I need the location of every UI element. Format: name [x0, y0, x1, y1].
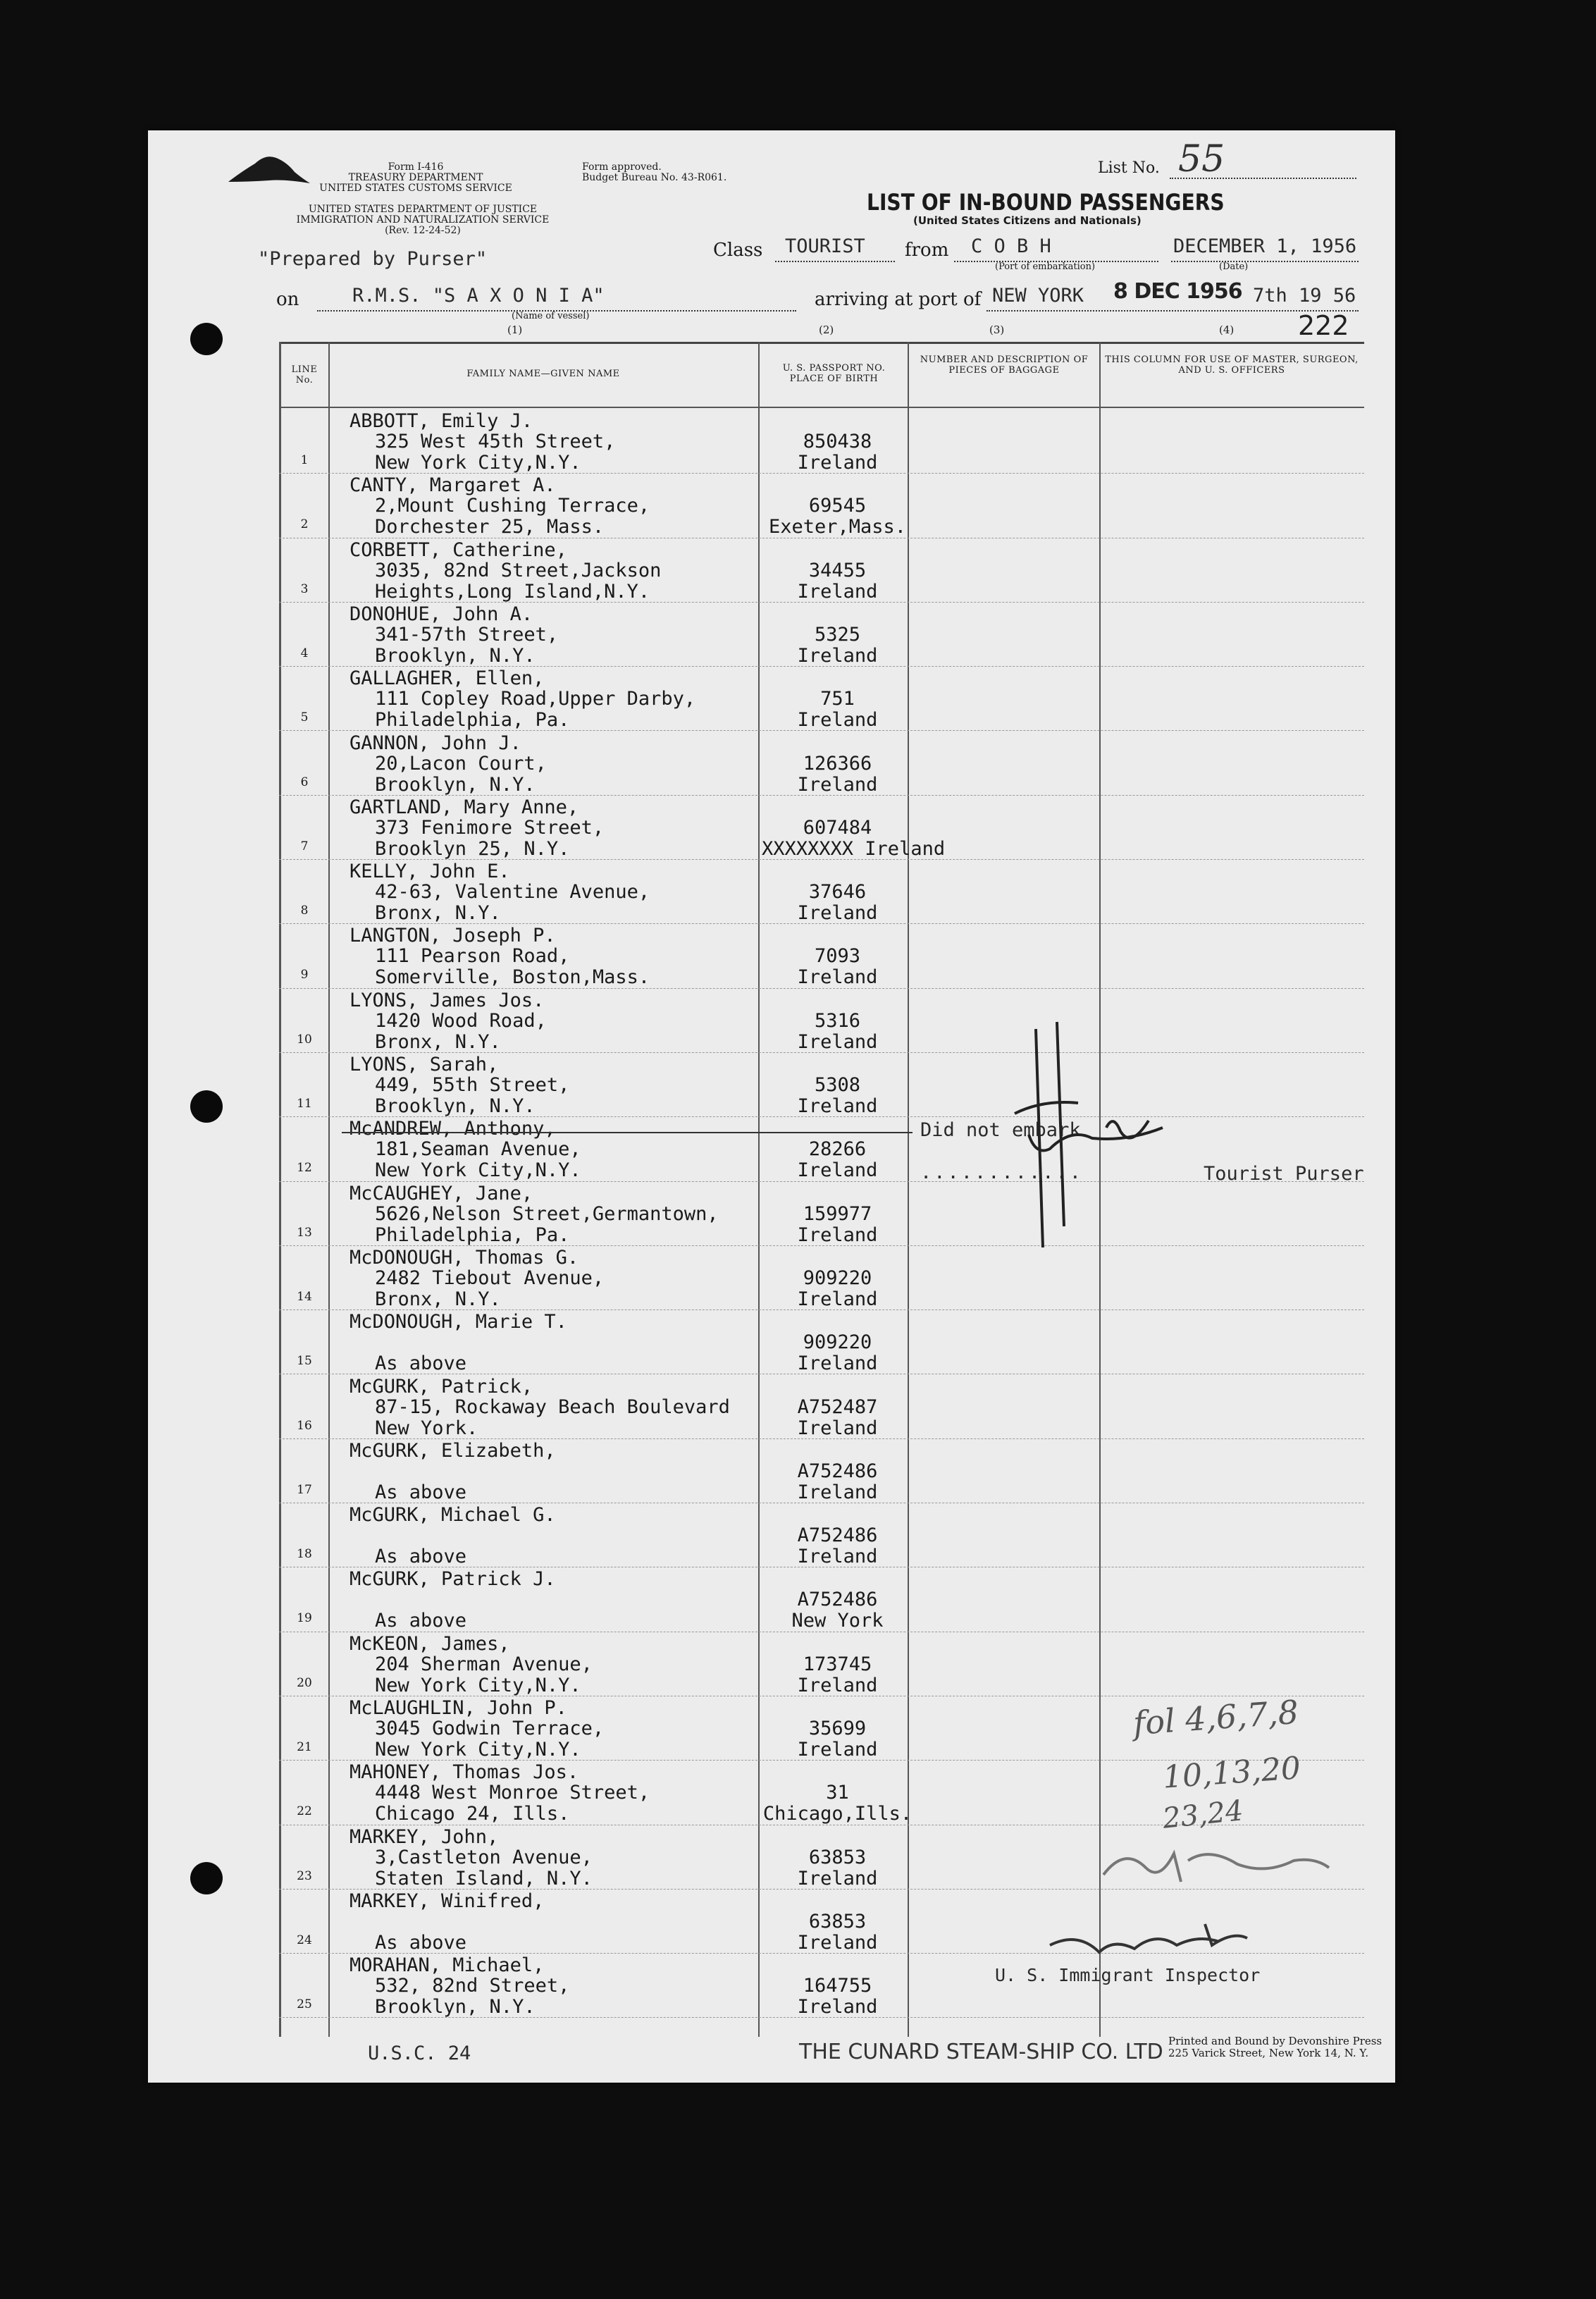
- table-row: [279, 603, 1364, 667]
- handwritten-note-1: fol 4,6,7,8: [1132, 1692, 1300, 1743]
- address-line-1: 3045 Godwin Terrace,: [375, 1718, 605, 1739]
- arrival-date: 7th 19 56: [1253, 285, 1356, 307]
- arrival-port: NEW YORK: [992, 285, 1084, 307]
- table-row: [279, 1310, 1364, 1374]
- passenger-name: McGURK, Patrick J.: [349, 1568, 556, 1591]
- table-row: [279, 538, 1364, 603]
- line-number: 6: [300, 775, 309, 789]
- passenger-name: McGURK, Michael G.: [349, 1504, 556, 1527]
- line-number: 18: [297, 1547, 312, 1562]
- vessel-name: R.M.S. "S A X O N I A": [352, 285, 605, 307]
- line-number: 16: [297, 1418, 312, 1433]
- passenger-name: GALLAGHER, Ellen,: [349, 667, 545, 690]
- address-line-2: Staten Island, N.Y.: [375, 1867, 593, 1890]
- strike-line: [342, 1132, 913, 1133]
- address-line-2: Brooklyn 25, N.Y.: [375, 837, 570, 860]
- passenger-name: McKEON, James,: [349, 1632, 510, 1655]
- place-of-birth: Ireland: [797, 1224, 878, 1246]
- justice-block: UNITED STATES DEPARTMENT OF JUSTICE IMMIGRATION AND NATURALIZATION SERVICE (Rev. 12-24-52): [296, 204, 550, 236]
- passenger-name: DONOHUE, John A.: [349, 603, 533, 625]
- line-number: 3: [300, 581, 309, 596]
- place-of-birth: Ireland: [797, 1996, 878, 2018]
- line-number: 11: [297, 1097, 312, 1111]
- address-line-1: 3,Castleton Avenue,: [375, 1846, 593, 1868]
- line-number: 17: [297, 1482, 312, 1497]
- on-label: on: [276, 289, 299, 310]
- line-number: 23: [297, 1868, 312, 1883]
- place-of-birth: Ireland: [797, 1674, 878, 1696]
- address-line-2: Chicago 24, Ills.: [375, 1803, 570, 1825]
- passport-number: 31: [826, 1782, 849, 1804]
- date-stamp: 8 DEC 1956: [1113, 279, 1242, 304]
- address-line-1: 111 Copley Road,Upper Darby,: [375, 688, 696, 710]
- passport-number: A752486: [797, 1589, 878, 1611]
- place-of-birth: Chicago,Ills.: [762, 1803, 913, 1825]
- passenger-name: ABBOTT, Emily J.: [349, 410, 533, 432]
- passenger-name: MORAHAN, Michael,: [349, 1954, 545, 1977]
- address-line-2: As above: [375, 1481, 467, 1503]
- from-label: from: [905, 240, 949, 261]
- address-line-2: New York City,N.Y.: [375, 1739, 581, 1761]
- place-of-birth: Ireland: [797, 1931, 878, 1954]
- dotted-signature-line: ............: [920, 1161, 1084, 1183]
- address-line-1: 2,Mount Cushing Terrace,: [375, 495, 650, 517]
- table-row: [279, 1567, 1364, 1632]
- passenger-name: CORBETT, Catherine,: [349, 538, 567, 561]
- caption-2: (2): [819, 323, 834, 336]
- line-number: 1: [300, 453, 309, 467]
- line-number: 19: [297, 1611, 312, 1626]
- address-line-1: 449, 55th Street,: [375, 1074, 570, 1096]
- place-of-birth: Exeter,Mass.: [768, 516, 907, 538]
- line-number: 7: [300, 839, 309, 853]
- address-line-2: New York City,N.Y.: [375, 452, 581, 474]
- address-line-1: 532, 82nd Street,: [375, 1975, 570, 1997]
- table-row: [279, 732, 1364, 796]
- form-block: Form I-416 TREASURY DEPARTMENT UNITED STATES CUSTOMS SERVICE: [319, 161, 512, 194]
- inspector-initials: [1096, 1832, 1336, 1889]
- place-of-birth: Ireland: [797, 773, 878, 796]
- passport-number: 5308: [814, 1074, 861, 1096]
- col-header-officers: THIS COLUMN FOR USE OF MASTER, SURGEON, AND U. S. OFFICERS: [1105, 355, 1359, 376]
- place-of-birth: Ireland: [797, 1352, 878, 1375]
- list-label: List No.: [1098, 159, 1160, 177]
- passenger-name: KELLY, John E.: [349, 861, 510, 883]
- passport-number: 5316: [814, 1009, 861, 1032]
- inspector-label: U. S. Immigrant Inspector: [995, 1965, 1261, 1985]
- passport-number: 35699: [808, 1718, 867, 1739]
- class-label: Class: [713, 240, 763, 261]
- table-row: [279, 1182, 1364, 1246]
- place-of-birth: Ireland: [797, 1030, 878, 1053]
- list-no-line: [1170, 178, 1356, 179]
- date-line: [1171, 261, 1359, 262]
- table-row: [279, 409, 1364, 474]
- address-line-1: 3035, 82nd Street,Jackson: [375, 559, 662, 581]
- passenger-name: LYONS, James Jos.: [349, 989, 545, 1011]
- address-line-2: As above: [375, 1610, 467, 1632]
- passport-number: 34455: [808, 559, 867, 581]
- passport-number: 909220: [803, 1266, 872, 1289]
- address-line-2: Dorchester 25, Mass.: [375, 516, 605, 538]
- passport-number: 607484: [803, 816, 872, 839]
- address-line-1: 1420 Wood Road,: [375, 1009, 547, 1032]
- place-of-birth: Ireland: [797, 902, 878, 925]
- address-line-2: New York City,N.Y.: [375, 1674, 581, 1696]
- tourist-purser-label: Tourist Purser: [1204, 1163, 1364, 1185]
- punch-hole: [190, 1090, 223, 1123]
- line-number: 8: [300, 904, 309, 918]
- address-line-1: 20,Lacon Court,: [375, 752, 547, 775]
- passport-number: 63853: [808, 1846, 867, 1868]
- line-number: 13: [297, 1225, 312, 1240]
- line-number: 15: [297, 1354, 312, 1369]
- address-line-2: Brooklyn, N.Y.: [375, 1095, 536, 1117]
- line-number: 24: [297, 1933, 312, 1947]
- passenger-name: CANTY, Margaret A.: [349, 474, 556, 497]
- address-line-2: Brooklyn, N.Y.: [375, 644, 536, 667]
- place-of-birth: XXXXXXXX Ireland: [762, 837, 946, 860]
- line-number: 20: [297, 1675, 312, 1690]
- passenger-name: McANDREW, Anthony,: [349, 1118, 556, 1140]
- table-row: [279, 1375, 1364, 1439]
- address-line-2: Bronx, N.Y.: [375, 902, 501, 925]
- address-line-2: As above: [375, 1352, 467, 1375]
- passport-number: A752487: [797, 1395, 878, 1418]
- handwritten-note-2: 10,13,20: [1161, 1750, 1302, 1796]
- place-of-birth: Ireland: [797, 452, 878, 474]
- table-row: [279, 1632, 1364, 1696]
- line-number: 4: [300, 646, 309, 660]
- col-header-baggage: NUMBER AND DESCRIPTION OF PIECES OF BAGGAGE: [920, 355, 1089, 376]
- place-of-birth: Ireland: [797, 1867, 878, 1890]
- date-value: DECEMBER 1, 1956: [1173, 235, 1357, 257]
- passport-number: 69545: [808, 495, 867, 517]
- passenger-name: LYONS, Sarah,: [349, 1054, 499, 1075]
- punch-hole: [190, 323, 223, 355]
- passport-number: 126366: [803, 752, 872, 775]
- passenger-name: McGURK, Patrick,: [349, 1375, 533, 1398]
- line-number: 2: [300, 517, 309, 532]
- passenger-name: MARKEY, John,: [349, 1825, 499, 1848]
- line-number: 5: [300, 710, 309, 725]
- caption-3: (3): [989, 323, 1005, 336]
- caption-4: (4): [1219, 323, 1235, 336]
- passport-number: 7093: [814, 945, 861, 968]
- passenger-name: MAHONEY, Thomas Jos.: [349, 1761, 579, 1784]
- address-line-1: 204 Sherman Avenue,: [375, 1653, 593, 1675]
- passenger-name: GANNON, John J.: [349, 732, 521, 754]
- table-row: [279, 860, 1364, 924]
- address-line-2: Philadelphia, Pa.: [375, 709, 570, 732]
- address-line-2: Bronx, N.Y.: [375, 1030, 501, 1053]
- place-of-birth: Ireland: [797, 580, 878, 603]
- line-number: 9: [300, 968, 309, 982]
- address-line-1: 2482 Tiebout Avenue,: [375, 1266, 605, 1289]
- address-line-1: 4448 West Monroe Street,: [375, 1782, 650, 1804]
- did-not-embark-note: Did not embark: [920, 1119, 1081, 1141]
- passport-number: 159977: [803, 1202, 872, 1225]
- table-row: [279, 1053, 1364, 1117]
- purser-signature: [986, 1015, 1177, 1255]
- passenger-name: McDONOUGH, Thomas G.: [349, 1246, 579, 1269]
- line-number: 25: [297, 1997, 312, 2012]
- col-header-name: FAMILY NAME—GIVEN NAME: [466, 369, 620, 379]
- address-line-2: Brooklyn, N.Y.: [375, 773, 536, 796]
- address-line-1: 87-15, Rockaway Beach Boulevard: [375, 1395, 730, 1418]
- vessel-caption: (Name of vessel): [512, 311, 590, 321]
- passenger-name: McCAUGHEY, Jane,: [349, 1182, 533, 1204]
- address-line-2: Brooklyn, N.Y.: [375, 1996, 536, 2018]
- place-of-birth: Ireland: [797, 1159, 878, 1182]
- address-line-1: 325 West 45th Street,: [375, 431, 616, 452]
- table-row: [279, 1246, 1364, 1310]
- passport-number: 37646: [808, 881, 867, 904]
- place-of-birth: Ireland: [797, 1417, 878, 1439]
- col-header-passport: U. S. PASSPORT NO. PLACE OF BIRTH: [782, 363, 886, 384]
- page-title: LIST OF IN-BOUND PASSENGERS: [867, 189, 1225, 216]
- handwritten-note-3: 23,24: [1161, 1794, 1245, 1835]
- caption-1: (1): [507, 323, 523, 336]
- passenger-name: MARKEY, Winifred,: [349, 1890, 545, 1912]
- place-of-birth: Ireland: [797, 1288, 878, 1310]
- address-line-1: 42-63, Valentine Avenue,: [375, 881, 650, 904]
- address-line-2: New York City,N.Y.: [375, 1159, 581, 1182]
- passport-number: A752486: [797, 1524, 878, 1547]
- table-row: [279, 1117, 1364, 1181]
- passenger-name: GARTLAND, Mary Anne,: [349, 796, 579, 818]
- port-embarkation: C O B H: [971, 235, 1051, 257]
- place-of-birth: New York: [791, 1610, 884, 1632]
- passport-number: 28266: [808, 1138, 867, 1161]
- table-row: [279, 1439, 1364, 1503]
- passenger-name: McDONOUGH, Marie T.: [349, 1311, 567, 1333]
- approval-block: Form approved. Budget Bureau No. 43-R061.: [582, 161, 727, 183]
- form-code: U.S.C. 24: [368, 2042, 471, 2064]
- passport-number: A752486: [797, 1460, 878, 1482]
- place-of-birth: Ireland: [797, 1095, 878, 1117]
- table-top-rule: [279, 342, 1364, 344]
- row-rule: [279, 2017, 1364, 2018]
- table-row: [279, 1503, 1364, 1567]
- passport-number: 173745: [803, 1653, 872, 1675]
- passport-number: 164755: [803, 1975, 872, 1997]
- place-of-birth: Ireland: [797, 1739, 878, 1761]
- passport-number: 63853: [808, 1910, 867, 1933]
- address-line-1: 5626,Nelson Street,Germantown,: [375, 1202, 719, 1225]
- stamp-number: 222: [1298, 310, 1349, 341]
- class-value: TOURIST: [785, 235, 865, 257]
- company-name: THE CUNARD STEAM-SHIP CO. LTD: [799, 2040, 1163, 2064]
- line-number: 22: [297, 1804, 312, 1819]
- passport-number: 850438: [803, 431, 872, 452]
- address-line-2: Heights,Long Island,N.Y.: [375, 580, 650, 603]
- table-row: [279, 924, 1364, 988]
- address-line-1: 181,Seaman Avenue,: [375, 1138, 581, 1161]
- passenger-name: LANGTON, Joseph P.: [349, 925, 556, 947]
- place-of-birth: Ireland: [797, 644, 878, 667]
- address-line-2: Somerville, Boston,Mass.: [375, 966, 650, 989]
- place-of-birth: Ireland: [797, 1481, 878, 1503]
- passport-number: 751: [820, 688, 855, 710]
- address-line-1: 373 Fenimore Street,: [375, 816, 605, 839]
- place-of-birth: Ireland: [797, 709, 878, 732]
- line-number: 14: [297, 1289, 312, 1304]
- punch-hole: [190, 1862, 223, 1894]
- line-number: 10: [297, 1032, 312, 1047]
- passport-number: 5325: [814, 623, 861, 646]
- table-row: [279, 989, 1364, 1053]
- place-of-birth: Ireland: [797, 966, 878, 989]
- place-of-birth: Ireland: [797, 1546, 878, 1568]
- col-header-line: LINE No.: [291, 364, 318, 386]
- table-row: [279, 667, 1364, 731]
- passport-number: 909220: [803, 1331, 872, 1354]
- printer-note: Printed and Bound by Devonshire Press 225 Varick Street, New York 14, N. Y.: [1168, 2035, 1382, 2059]
- page-subtitle: (United States Citizens and Nationals): [913, 214, 1142, 227]
- address-line-2: Bronx, N.Y.: [375, 1288, 501, 1310]
- address-line-2: Philadelphia, Pa.: [375, 1224, 570, 1246]
- eagle-emblem: [227, 151, 311, 186]
- passenger-name: McLAUGHLIN, John P.: [349, 1697, 567, 1719]
- line-number: 12: [297, 1161, 312, 1176]
- class-line: [775, 261, 895, 262]
- address-line-1: 111 Pearson Road,: [375, 945, 570, 968]
- header-rule: [279, 407, 1364, 408]
- prepared-by: "Prepared by Purser": [258, 248, 488, 270]
- table-row: [279, 474, 1364, 538]
- arriving-label: arriving at port of: [815, 289, 982, 310]
- port-caption: (Port of embarkation): [995, 261, 1096, 272]
- passenger-name: McGURK, Elizabeth,: [349, 1439, 556, 1462]
- address-line-2: New York.: [375, 1417, 478, 1439]
- date-caption: (Date): [1219, 261, 1249, 272]
- line-number: 21: [297, 1740, 312, 1754]
- list-number: 55: [1178, 138, 1225, 180]
- address-line-2: As above: [375, 1546, 467, 1568]
- table-row: [279, 796, 1364, 860]
- address-line-2: As above: [375, 1931, 467, 1954]
- address-line-1: 341-57th Street,: [375, 623, 559, 646]
